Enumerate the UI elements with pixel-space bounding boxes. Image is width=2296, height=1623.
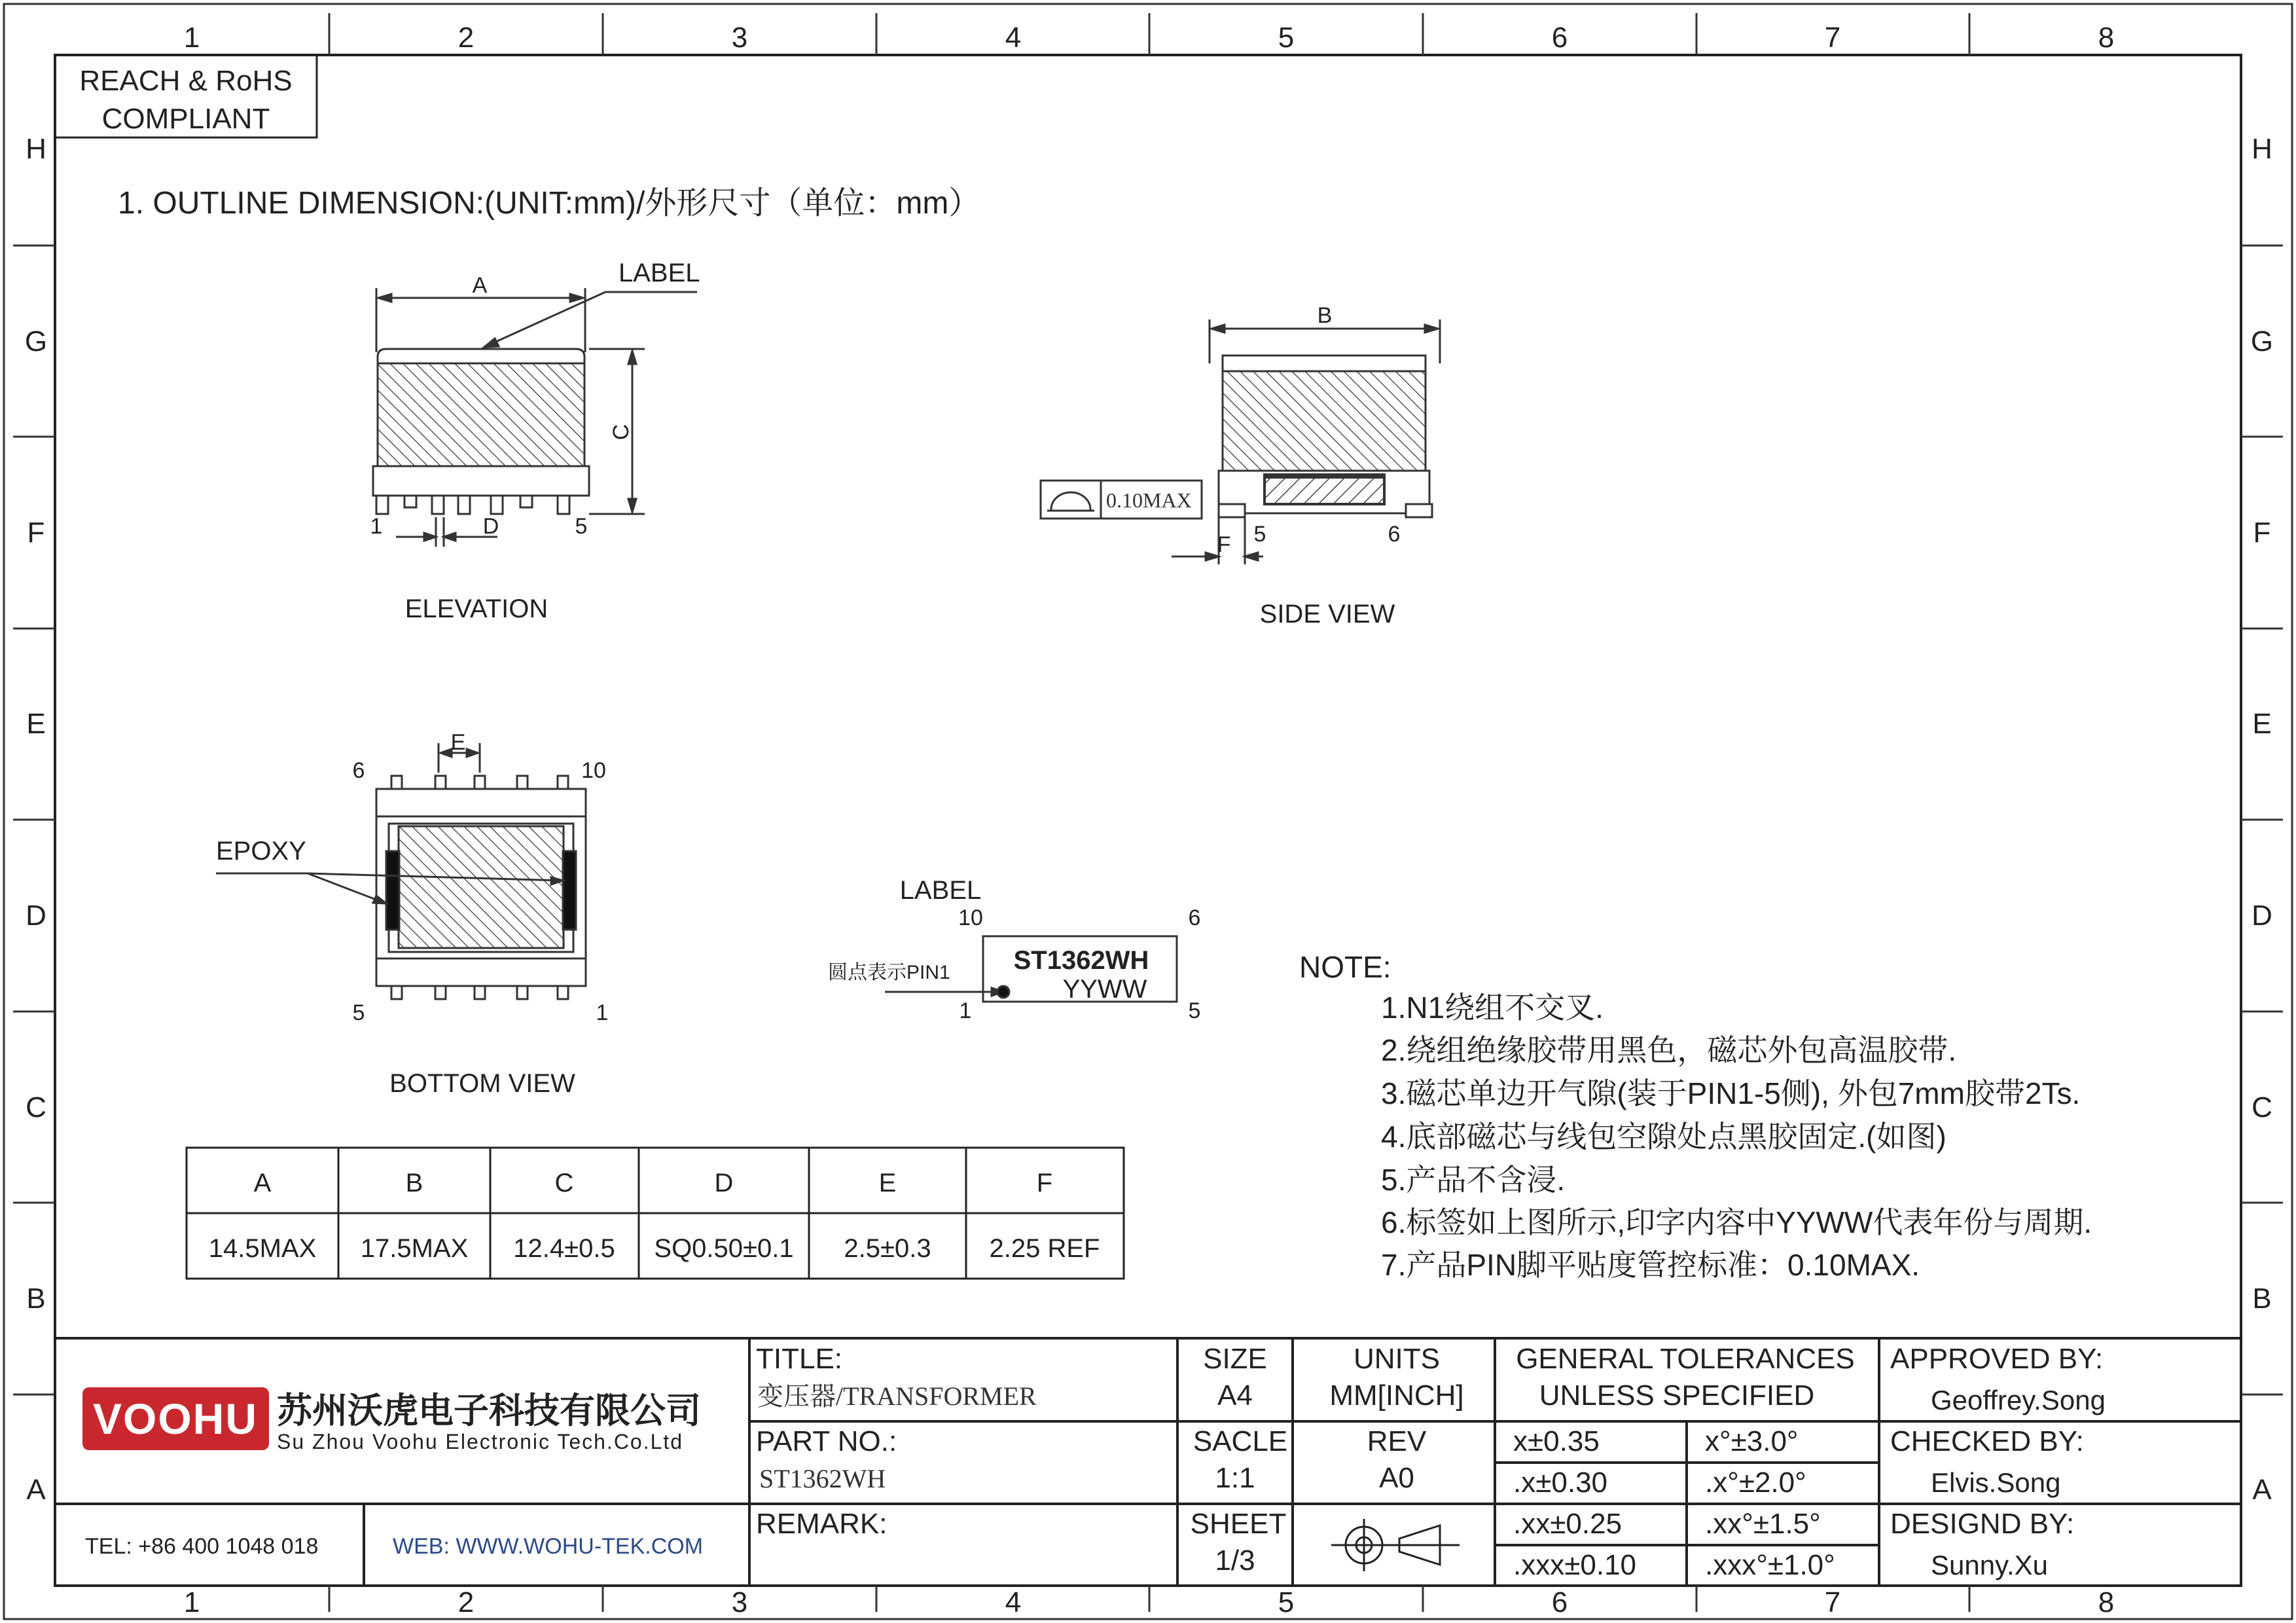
col-label: 1 [183, 22, 200, 54]
label-part-text: ST1362WH [1013, 946, 1149, 975]
tol-linear: .xxx±0.10 [1513, 1549, 1637, 1581]
remark-label: REMARK: [756, 1508, 888, 1540]
table-cell: SQ0.50±0.1 [654, 1234, 794, 1263]
dim-f-label: F [1217, 532, 1231, 557]
approved-label: APPROVED BY: [1890, 1343, 2104, 1375]
row-label: H [26, 133, 46, 165]
tol-linear: .x±0.30 [1513, 1467, 1608, 1499]
compliance-line2: COMPLIANT [101, 103, 270, 135]
tol-angular: .x°±2.0° [1705, 1467, 1806, 1499]
table-header: B [405, 1169, 423, 1197]
title-block-grid [55, 1338, 2241, 1586]
col-label: 5 [1278, 1586, 1295, 1618]
col-label: 8 [2098, 1586, 2115, 1618]
scale-label: SACLE [1193, 1425, 1288, 1457]
logo-text: VOOHU [92, 1395, 259, 1443]
dim-c-label: C [609, 424, 634, 441]
pin-label: 1 [596, 1000, 609, 1025]
col-label: 5 [1278, 22, 1295, 54]
note-item: 7.产品PIN脚平贴度管控标准：0.10MAX. [1381, 1248, 1920, 1282]
pin-label: 5 [575, 514, 588, 539]
compliance-line1: REACH & RoHS [79, 65, 293, 97]
rev-value: A0 [1379, 1462, 1414, 1494]
pin-label: 5 [1253, 522, 1266, 547]
company-tel: TEL: +86 400 1048 018 [85, 1534, 319, 1559]
col-label: 3 [731, 1586, 748, 1618]
bottom-view [216, 743, 586, 999]
row-label: F [27, 517, 45, 549]
table-cell: 14.5MAX [208, 1234, 317, 1263]
checked-value: Elvis.Song [1931, 1467, 2061, 1498]
tol-angular: x°±3.0° [1705, 1425, 1799, 1457]
checked-label: CHECKED BY: [1890, 1425, 2084, 1457]
dim-a-label: A [472, 273, 488, 298]
title-label: TITLE: [756, 1343, 843, 1375]
tol-angular: .xxx°±1.0° [1705, 1549, 1835, 1581]
label-title: LABEL [899, 876, 982, 905]
row-label: A [26, 1474, 46, 1506]
pin-label: 10 [581, 758, 606, 783]
col-label: 4 [1005, 1586, 1022, 1618]
col-label: 7 [1824, 1586, 1841, 1618]
approved-value: Geoffrey.Song [1931, 1385, 2106, 1415]
row-label: C [26, 1091, 46, 1123]
designed-label: DESIGND BY: [1890, 1508, 2075, 1540]
row-label: E [26, 708, 46, 740]
col-label: 2 [457, 1586, 475, 1618]
side-view-caption: SIDE VIEW [1259, 600, 1395, 629]
pin-label: 1 [370, 514, 383, 539]
sheet-label: SHEET [1190, 1508, 1287, 1540]
row-label: C [2251, 1091, 2272, 1123]
table-cell: 2.5±0.3 [844, 1234, 931, 1263]
size-label: SIZE [1203, 1343, 1267, 1375]
tolerances-subtitle: UNLESS SPECIFIED [1539, 1379, 1815, 1412]
row-label: A [2252, 1474, 2272, 1506]
col-label: 8 [2098, 22, 2115, 54]
company-name-cn: 苏州沃虎电子科技有限公司 [277, 1391, 701, 1431]
bottom-view-caption: BOTTOM VIEW [389, 1069, 575, 1098]
units-value: MM[INCH] [1329, 1379, 1464, 1412]
table-header: A [253, 1169, 272, 1197]
row-label: D [26, 900, 46, 932]
row-label: G [2250, 325, 2274, 357]
pin-label: 6 [352, 758, 365, 783]
col-label: 2 [457, 22, 475, 54]
table-header: C [554, 1169, 574, 1197]
outer-frame [4, 4, 2292, 1619]
note-item: 6.标签如上图所示,印字内容中YYWW代表年份与周期. [1381, 1205, 2092, 1239]
company-web: WEB: WWW.WOHU-TEK.COM [393, 1534, 704, 1559]
sheet-value: 1/3 [1215, 1544, 1255, 1577]
row-label: G [24, 325, 48, 357]
pin-label: 5 [352, 1000, 365, 1025]
row-label: E [2252, 708, 2272, 740]
col-label: 1 [183, 1586, 200, 1618]
pin-label: 10 [958, 905, 983, 930]
col-label: 6 [1551, 22, 1568, 54]
col-label: 4 [1005, 22, 1022, 54]
tol-angular: .xx°±1.5° [1705, 1508, 1821, 1540]
row-label: H [2251, 133, 2272, 165]
pin1-note: 圆点表示PIN1 [828, 962, 950, 983]
col-label: 6 [1551, 1586, 1568, 1618]
rev-label: REV [1367, 1425, 1427, 1457]
table-cell: 2.25 REF [989, 1234, 1100, 1263]
col-label: 7 [1824, 22, 1841, 54]
tol-linear: x±0.35 [1513, 1425, 1600, 1457]
units-label: UNITS [1354, 1343, 1440, 1375]
notes [1299, 950, 2092, 1282]
dim-d-label: D [482, 514, 499, 539]
table-header: E [878, 1169, 897, 1197]
tolerances-title: GENERAL TOLERANCES [1516, 1343, 1855, 1375]
pin-label: 5 [1188, 998, 1201, 1023]
tol-linear: .xx±0.25 [1513, 1508, 1623, 1540]
size-value: A4 [1217, 1379, 1253, 1412]
dim-e-label: E [450, 730, 466, 755]
section-heading: 1. OUTLINE DIMENSION:(UNIT:mm)/外形尺寸（单位：mm） [118, 186, 980, 221]
row-label: B [2252, 1283, 2272, 1315]
dim-b-label: B [1317, 303, 1333, 328]
partno-label: PART NO.: [756, 1425, 897, 1457]
col-label: 3 [731, 22, 748, 54]
scale-value: 1:1 [1215, 1462, 1255, 1494]
title-value: 变压器/TRANSFORMER [757, 1381, 1037, 1411]
partno-value: ST1362WH [759, 1464, 886, 1493]
table-header: D [714, 1169, 734, 1197]
side-view [1041, 319, 1440, 564]
row-label: F [2253, 517, 2271, 549]
note-item: 3.磁芯单边开气隙(装于PIN1-5侧), 外包7mm胶带2Ts. [1381, 1076, 2081, 1110]
pin-label: 6 [1388, 522, 1401, 547]
row-label: B [26, 1283, 46, 1315]
notes-title: NOTE: [1299, 950, 1391, 984]
note-item: 5.产品不含浸. [1381, 1163, 1566, 1197]
pin-label: 6 [1188, 905, 1201, 930]
note-item: 4.底部磁芯与线包空隙处点黑胶固定.(如图) [1381, 1120, 1946, 1154]
company-name-en: Su Zhou Voohu Electronic Tech.Co.Ltd [277, 1430, 684, 1453]
table-cell: 12.4±0.5 [513, 1234, 615, 1263]
table-header: F [1036, 1169, 1053, 1197]
epoxy-callout: EPOXY [216, 837, 306, 866]
note-item: 2.绕组绝缘胶带用黑色，磁芯外包高温胶带. [1381, 1033, 1957, 1067]
flatness-value: 0.10MAX [1106, 488, 1192, 512]
pin-label: 1 [959, 998, 972, 1023]
elevation-view [373, 288, 697, 547]
row-label: D [2251, 900, 2272, 932]
label-callout: LABEL [619, 259, 700, 287]
label-date-code: YYWW [1062, 975, 1147, 1004]
table-cell: 17.5MAX [360, 1234, 469, 1263]
note-item: 1.N1绕组不交叉. [1381, 991, 1604, 1025]
elevation-caption: ELEVATION [404, 594, 548, 623]
projection-symbol-icon [1331, 1519, 1460, 1571]
designed-value: Sunny.Xu [1931, 1550, 2049, 1580]
